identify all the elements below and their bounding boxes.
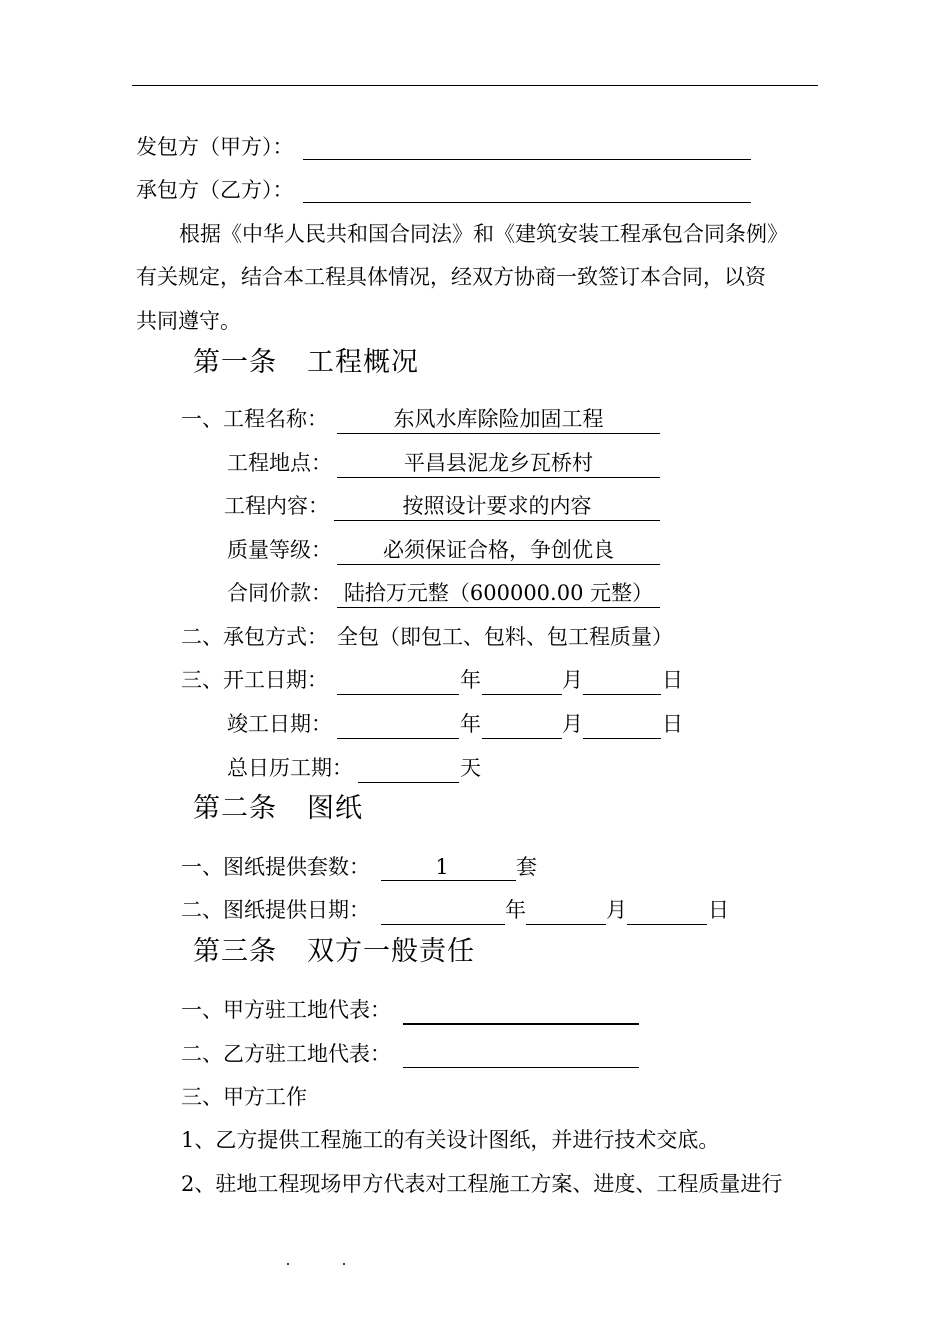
article-3-number: 第三条: [193, 936, 277, 967]
footer-dot: [287, 1263, 289, 1265]
duration-unit: 天: [460, 756, 481, 780]
finish-date-label: 竣工日期：: [227, 712, 332, 736]
finish-day-unit: 日: [662, 712, 683, 736]
article-3-heading: [193, 938, 475, 965]
article-2-number: 第二条: [193, 793, 277, 824]
article-1-number: 第一条: [193, 347, 277, 378]
drawing-sets-unit: 套: [516, 855, 537, 879]
drawing-date-label: 二、图纸提供日期：: [181, 898, 370, 922]
project-name-underline: [337, 433, 660, 434]
start-date-label: 三、开工日期：: [181, 668, 328, 692]
contract-mode-label: 二、承包方式：: [181, 625, 328, 649]
duty-item-2: 2、驻地工程现场甲方代表对工程施工方案、进度、工程质量进行: [181, 1172, 783, 1196]
duty-item-1: 1、乙方提供工程施工的有关设计图纸，并进行技术交底。: [181, 1128, 720, 1152]
drawing-day-blank: [627, 924, 707, 925]
finish-month-unit: 月: [562, 712, 583, 736]
quality-grade-underline: [337, 564, 660, 565]
contract-price-value: 陆拾万元整（600000.00 元整）: [343, 581, 654, 605]
drawing-sets-underline: [381, 880, 516, 881]
drawing-sets-label: 一、图纸提供套数：: [181, 855, 370, 879]
party-b-blank: [303, 202, 751, 203]
party-b-label: 承包方（乙方）：: [136, 178, 294, 202]
contract-mode-value: 全包（即包工、包料、包工程质量）: [337, 625, 673, 649]
project-name-value: 东风水库除险加固工程: [393, 407, 604, 431]
article-1-title: 工程概况: [307, 347, 419, 378]
header-rule: [132, 85, 818, 86]
party-a-label: 发包方（甲方）：: [136, 135, 294, 159]
project-content-label: 工程内容：: [224, 494, 329, 518]
drawing-year-blank: [381, 924, 505, 925]
finish-month-blank: [482, 738, 562, 739]
article-3-title: 双方一般责任: [307, 936, 475, 967]
rep-b-label: 二、乙方驻工地代表：: [181, 1042, 391, 1066]
finish-year-blank: [337, 738, 459, 739]
quality-grade-label: 质量等级：: [227, 538, 332, 562]
preamble-line-1: 根据《中华人民共和国合同法》和《建筑安装工程承包合同条例》: [179, 222, 788, 246]
duration-blank: [358, 782, 459, 783]
start-year-unit: 年: [460, 668, 481, 692]
rep-b-blank: [403, 1067, 639, 1068]
start-day-unit: 日: [662, 668, 683, 692]
party-a-duties-heading: 三、甲方工作: [181, 1085, 307, 1109]
article-2-title: 图纸: [307, 793, 363, 824]
project-content-value: 按照设计要求的内容: [402, 494, 592, 518]
rep-a-blank: [403, 1023, 639, 1025]
drawing-month-unit: 月: [606, 898, 627, 922]
footer-dot: [343, 1263, 345, 1265]
contract-price-label: 合同价款：: [227, 581, 332, 605]
duration-label: 总日历工期：: [227, 756, 353, 780]
start-day-blank: [583, 694, 661, 695]
drawing-day-unit: 日: [708, 898, 729, 922]
finish-day-blank: [583, 738, 661, 739]
project-location-label: 工程地点：: [227, 451, 332, 475]
drawing-year-unit: 年: [505, 898, 526, 922]
project-location-underline: [337, 477, 660, 478]
party-a-blank: [303, 159, 751, 160]
finish-year-unit: 年: [460, 712, 481, 736]
start-month-unit: 月: [562, 668, 583, 692]
rep-a-label: 一、甲方驻工地代表：: [181, 998, 391, 1022]
project-location-value: 平昌县泥龙乡瓦桥村: [404, 451, 593, 475]
drawing-month-blank: [526, 924, 606, 925]
contract-price-underline: [337, 607, 660, 608]
article-1-heading: [193, 349, 419, 376]
preamble-line-2: 有关规定，结合本工程具体情况，经双方协商一致签订本合同，以资: [136, 265, 766, 289]
project-content-underline: [334, 520, 660, 521]
drawing-sets-value: 1: [435, 855, 449, 879]
article-2-heading: [193, 795, 363, 822]
preamble-line-3: 共同遵守。: [136, 309, 241, 333]
project-name-label: 一、工程名称：: [181, 407, 328, 431]
start-year-blank: [337, 694, 459, 695]
start-month-blank: [482, 694, 562, 695]
quality-grade-value: 必须保证合格，争创优良: [383, 538, 614, 562]
